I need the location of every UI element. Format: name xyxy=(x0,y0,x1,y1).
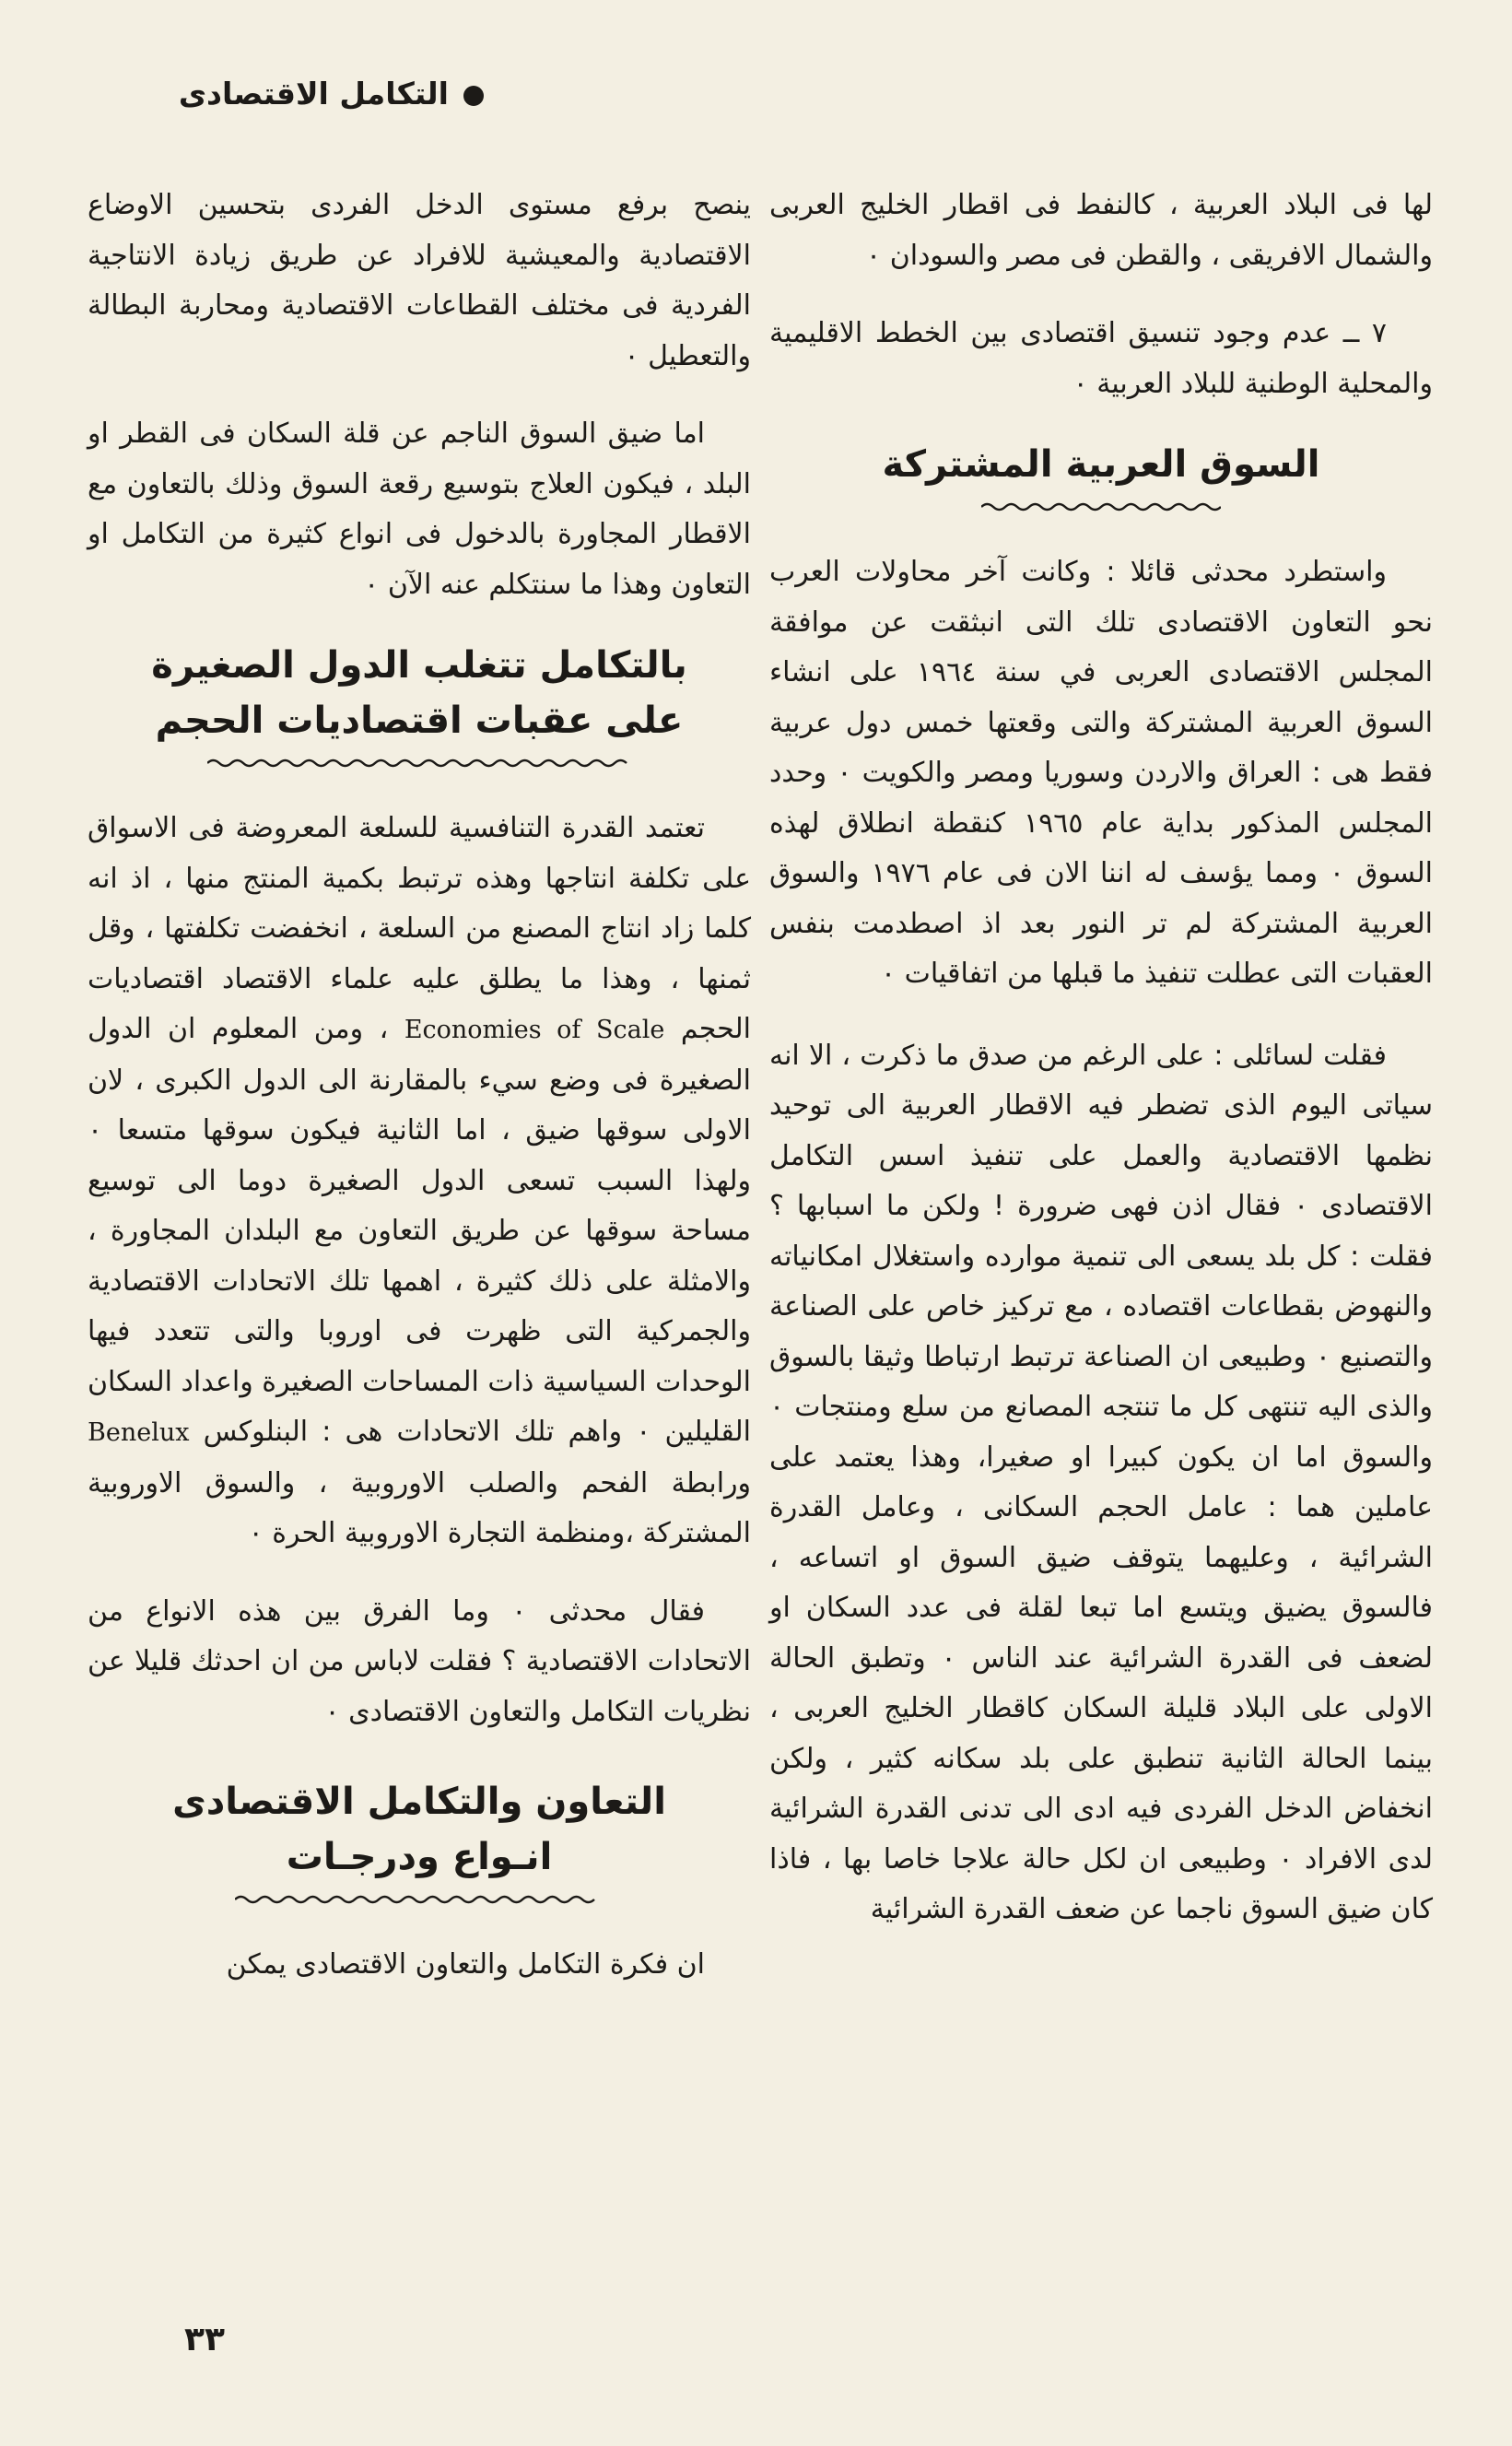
section-heading xyxy=(88,638,751,748)
section-heading-line: بالتكامل تتغلب الدول الصغيرة xyxy=(151,644,687,687)
header-title: التكامل الاقتصادى xyxy=(178,76,449,112)
section-heading-line: على عقبات اقتصاديات الحجم xyxy=(155,700,684,742)
bullet-icon xyxy=(463,86,484,106)
paragraph: ٧ ــ عدم وجود تنسيق اقتصادى بين الخطط الاقليمية والمحلية الوطنية للبلاد العربية ٠ xyxy=(769,317,1433,400)
paragraph: ان فكرة التكامل والتعاون الاقتصادى يمكن xyxy=(226,1948,705,1981)
section-heading xyxy=(88,1774,751,1885)
text-run: ، ومن المعلوم ان الدول الصغيرة فى وضع سيء بالمقارنة الى الدول الكبرى ، لان الاولى سوقها ضيق ، اما الثانية فيكون سوقها متسعا ٠ ولهذا السبب تسعى الدول الصغيرة دوما الى توسيع مساحة سوقها عن طريق التعاون مع البلدان المجاورة ، والامثلة على ذلك كثيرة ، اهمها تلك الاتحادات الاقتصادية والجمركية التى ظهرت فى اوروبا والتى تتعدد فيها الوحدات السياسية ذات المساحات الصغيرة واعداد السكان القليلين ٠ واهم تلك الاتحادات هى : البنلوكس xyxy=(88,1013,751,1448)
paragraph xyxy=(88,804,751,1559)
paragraph: لها فى البلاد العربية ، كالنفط فى اقطار الخليج العربى والشمال الافريقى ، والقطن فى مصر والسودان ٠ xyxy=(769,189,1433,272)
left-column xyxy=(88,181,751,2022)
paragraph: واستطرد محدثى قائلا : وكانت آخر محاولات العرب نحو التعاون الاقتصادى تلك التى انبثقت عن موافقة المجلس الاقتصادى العربى في سنة ١٩٦٤ على انشاء السوق العربية المشتركة والتى وقعتها خمس دول عربية فقط هى : العراق والاردن وسوريا ومصر والكويت ٠ وحدد المجلس المذكور بداية عام ١٩٦٥ كنقطة انطلاق لهذه السوق ٠ ومما يؤسف له اننا الان فى عام ١٩٧٦ والسوق العربية المشتركة لم تر النور بعد اذ اصطدمت بنفس العقبات التى عطلت تنفيذ ما قبلها من اتفاقيات ٠ xyxy=(769,556,1434,990)
text-run: تعتمد القدرة التنافسية للسلعة المعروضة فى الاسواق على تكلفة انتاجها وهذه ترتبط بكمية المنتج منها ، اذ انه كلما زاد انتاج المصنع من السلعة ، انخفضت تكلفتها ، وقل ثمنها ، وهذا ما يطلق عليه علماء الاقتصاد اقتصاديات الحجم xyxy=(88,812,751,1045)
running-header xyxy=(88,74,484,114)
section-heading-line: انـواع ودرجـات xyxy=(286,1836,553,1878)
paragraph: فقال محدثى ٠ وما الفرق بين هذه الانواع من الاتحادات الاقتصادية ؟ فقلت لاباس من ان احدثك قليلا عن نظريات التكامل والتعاون الاقتصادى ٠ xyxy=(88,1594,751,1728)
section-heading-line: التعاون والتكامل الاقتصادى xyxy=(172,1781,666,1823)
section-heading: السوق العربية المشتركة xyxy=(882,443,1320,486)
wavy-underline xyxy=(207,756,631,770)
wavy-underline xyxy=(235,1892,604,1907)
right-column xyxy=(769,181,1433,1967)
latin-term: Benelux xyxy=(88,1418,190,1447)
paragraph: فقلت لسائلى : على الرغم من صدق ما ذكرت ، الا انه سياتى اليوم الذى تضطر فيه الاقطار العربية الى توحيد نظمها الاقتصادية والعمل على تنفيذ اسس التكامل الاقتصادى ٠ فقال اذن فهى ضرورة ! ولكن ما اسبابها ؟ فقلت : كل بلد يسعى الى تنمية موارده واستغلال امكانياته والنهوض بقطاعات اقتصاده ، مع تركيز خاص على الصناعة والتصنيع ٠ وطبيعى ان الصناعة ترتبط ارتباطا وثيقا بالسوق والذى اليه تنتهى كل ما تنتجه المصانع من سلع ومنتجات ٠ والسوق اما ان يكون كبيرا او صغيرا، وهذا يعتمد على عاملين هما : عامل الحجم السكانى ، وعامل القدرة الشرائية ، وعليهما يتوقف ضيق السوق او اتساعه ، فالسوق يضيق ويتسع اما تبعا لقلة فى عدد السكان او لضعف فى القدرة الشرائية عند الناس ٠ وتطبق الحالة الاولى على البلاد قليلة السكان كاقطار الخليج العربى ، بينما الحالة الثانية تنطبق على بلد سكانه كثير ، ولكن انخفاض الدخل الفردى فيه ادى الى تدنى القدرة الشرائية لدى الافراد ٠ وطبيعى ان لكل حالة علاجا خاصا بها ، فاذا كان ضيق السوق ناجما عن ضعف القدرة الشرائية xyxy=(769,1039,1434,1925)
wavy-underline xyxy=(981,500,1221,514)
paragraph: ينصح برفع مستوى الدخل الفردى بتحسين الاوضاع الاقتصادية والمعيشية للافراد عن طريق زيادة الانتاجية الفردية فى مختلف القطاعات الاقتصادية ومحاربة البطالة والتعطيل ٠ xyxy=(88,189,751,372)
paragraph: اما ضيق السوق الناجم عن قلة السكان فى القطر او البلد ، فيكون العلاج بتوسيع رقعة السوق وذلك بالتعاون مع الاقطار المجاورة بالدخول فى انواع كثيرة من التكامل او التعاون وهذا ما سنتكلم عنه الآن ٠ xyxy=(88,417,751,601)
latin-term: Economies of Scale xyxy=(404,1016,665,1044)
page-number: ٣٣ xyxy=(184,2321,225,2358)
text-run: ورابطة الفحم والصلب الاوروبية ، والسوق الاوروبية المشتركة ،ومنظمة التجارة الاوروبية الحرة ٠ xyxy=(88,1466,751,1549)
